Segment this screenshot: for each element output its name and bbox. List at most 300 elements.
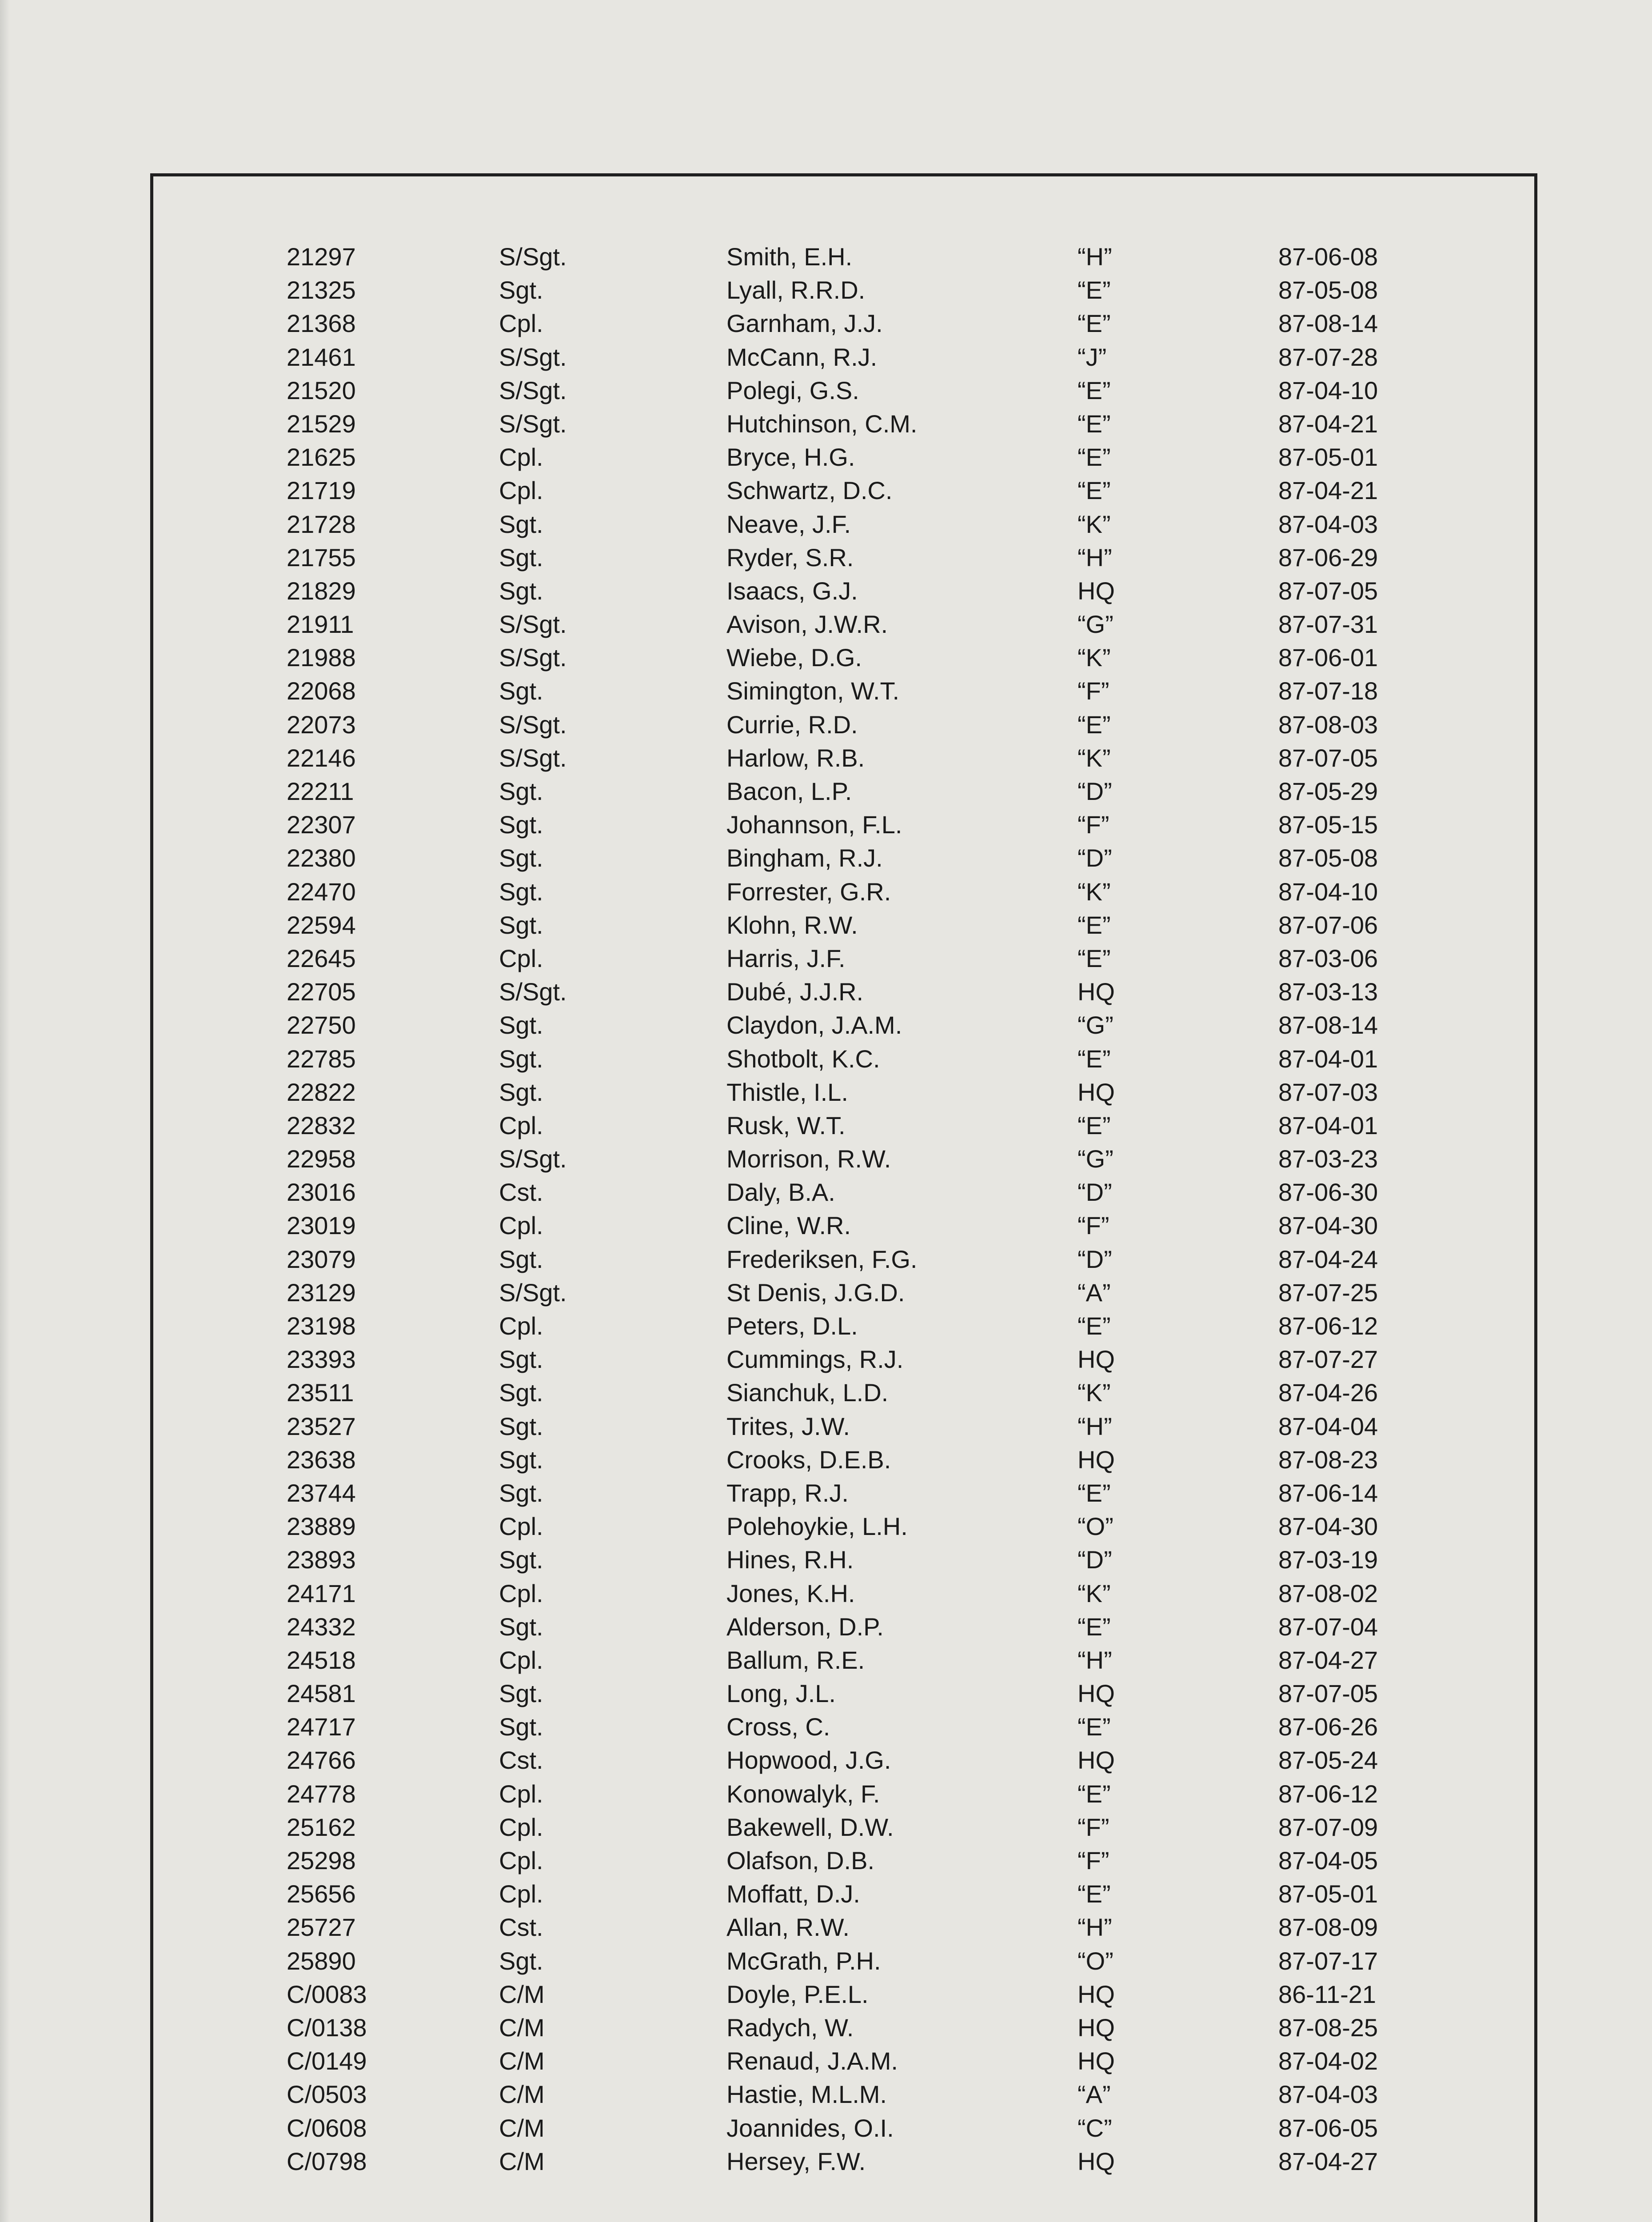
- date: 87-06-05: [1278, 2114, 1378, 2142]
- member-name: Simington, W.T.: [726, 677, 900, 705]
- member-name: Hastie, M.L.M.: [726, 2080, 887, 2109]
- regimental-number: 21368: [287, 309, 356, 338]
- table-row: [153, 808, 1534, 841]
- table-row: [153, 2111, 1534, 2145]
- table-row: [153, 1643, 1534, 1677]
- regimental-number: 21988: [287, 643, 356, 672]
- date: 87-04-27: [1278, 2147, 1378, 2175]
- date: 87-05-01: [1278, 443, 1378, 472]
- division: “E”: [1077, 1111, 1111, 1139]
- date: 87-06-26: [1278, 1713, 1378, 1741]
- table-row: [153, 1142, 1534, 1175]
- regimental-number: 21719: [287, 476, 356, 505]
- regimental-number: 21728: [287, 510, 356, 538]
- date: 87-04-03: [1278, 510, 1378, 538]
- date: 87-05-24: [1278, 1746, 1378, 1774]
- rank: S/Sgt.: [499, 978, 567, 1006]
- rank: Sgt.: [499, 543, 543, 571]
- division: “E”: [1077, 944, 1111, 972]
- date: 87-07-25: [1278, 1278, 1378, 1307]
- rank: C/M: [499, 2080, 545, 2109]
- division: “K”: [1077, 743, 1111, 772]
- rank: Cpl.: [499, 1813, 543, 1841]
- date: 87-06-01: [1278, 643, 1378, 672]
- rank: Sgt.: [499, 911, 543, 939]
- table-row: [153, 607, 1534, 641]
- date: 87-06-29: [1278, 543, 1378, 571]
- table-row: [153, 1743, 1534, 1777]
- regimental-number: 23893: [287, 1546, 356, 1574]
- member-name: Radych, W.: [726, 2013, 854, 2042]
- table-row: [153, 1343, 1534, 1376]
- division: “D”: [1077, 1546, 1112, 1574]
- date: 87-05-15: [1278, 811, 1378, 839]
- table-row: [153, 1543, 1534, 1576]
- date: 87-04-10: [1278, 877, 1378, 906]
- member-name: Renaud, J.A.M.: [726, 2047, 898, 2075]
- regimental-number: 25727: [287, 1913, 356, 1942]
- member-name: Rusk, W.T.: [726, 1111, 846, 1139]
- page-edge-shadow: [0, 0, 10, 2222]
- division: HQ: [1077, 1746, 1115, 1774]
- member-name: Currie, R.D.: [726, 710, 858, 739]
- regimental-number: 22307: [287, 811, 356, 839]
- rank: Sgt.: [499, 1612, 543, 1641]
- table-row: [153, 1510, 1534, 1543]
- regimental-number: 25656: [287, 1880, 356, 1908]
- rank: Sgt.: [499, 777, 543, 805]
- date: 87-03-19: [1278, 1546, 1378, 1574]
- regimental-number: C/0608: [287, 2114, 367, 2142]
- member-name: Bingham, R.J.: [726, 844, 883, 872]
- division: “K”: [1077, 510, 1111, 538]
- regimental-number: 23198: [287, 1312, 356, 1340]
- rank: S/Sgt.: [499, 409, 567, 438]
- division: “D”: [1077, 1178, 1112, 1207]
- member-name: Garnham, J.J.: [726, 309, 883, 338]
- date: 87-05-08: [1278, 276, 1378, 304]
- regimental-number: 22594: [287, 911, 356, 939]
- rank: Sgt.: [499, 1445, 543, 1474]
- division: “E”: [1077, 409, 1111, 438]
- table-row: [153, 1008, 1534, 1042]
- date: 87-06-12: [1278, 1779, 1378, 1808]
- table-row: [153, 1476, 1534, 1510]
- regimental-number: 21829: [287, 576, 356, 605]
- division: “H”: [1077, 243, 1112, 271]
- date: 87-07-17: [1278, 1946, 1378, 1975]
- rank: Cst.: [499, 1913, 543, 1942]
- table-row: [153, 407, 1534, 440]
- rank: S/Sgt.: [499, 376, 567, 404]
- rank: Sgt.: [499, 576, 543, 605]
- rank: Cpl.: [499, 1111, 543, 1139]
- date: 87-04-26: [1278, 1379, 1378, 1407]
- date: 87-07-18: [1278, 677, 1378, 705]
- date: 87-07-09: [1278, 1813, 1378, 1841]
- table-row: [153, 273, 1534, 307]
- member-name: Alderson, D.P.: [726, 1612, 884, 1641]
- regimental-number: 24766: [287, 1746, 356, 1774]
- table-row: [153, 2145, 1534, 2178]
- table-row: [153, 942, 1534, 975]
- regimental-number: C/0798: [287, 2147, 367, 2175]
- table-row: [153, 875, 1534, 908]
- rank: Cpl.: [499, 1779, 543, 1808]
- regimental-number: 21325: [287, 276, 356, 304]
- date: 87-03-13: [1278, 978, 1378, 1006]
- division: “O”: [1077, 1946, 1113, 1975]
- division: “K”: [1077, 877, 1111, 906]
- member-name: Sianchuk, L.D.: [726, 1379, 889, 1407]
- member-name: Lyall, R.R.D.: [726, 276, 866, 304]
- date: 87-07-04: [1278, 1612, 1378, 1641]
- member-name: Polehoykie, L.H.: [726, 1512, 908, 1541]
- regimental-number: C/0138: [287, 2013, 367, 2042]
- rank: Cpl.: [499, 443, 543, 472]
- regimental-number: 24518: [287, 1646, 356, 1674]
- member-name: Neave, J.F.: [726, 510, 851, 538]
- rank: Sgt.: [499, 1245, 543, 1273]
- regimental-number: 21625: [287, 443, 356, 472]
- date: 87-08-02: [1278, 1579, 1378, 1607]
- member-name: Hines, R.H.: [726, 1546, 854, 1574]
- table-row: [153, 307, 1534, 340]
- date: 87-04-05: [1278, 1846, 1378, 1874]
- rank: Cpl.: [499, 1579, 543, 1607]
- date: 87-08-03: [1278, 710, 1378, 739]
- rank: S/Sgt.: [499, 710, 567, 739]
- member-name: McCann, R.J.: [726, 343, 878, 371]
- date: 87-07-28: [1278, 343, 1378, 371]
- table-row: [153, 374, 1534, 407]
- member-name: Moffatt, D.J.: [726, 1880, 860, 1908]
- division: “E”: [1077, 911, 1111, 939]
- regimental-number: C/0503: [287, 2080, 367, 2109]
- regimental-number: 21520: [287, 376, 356, 404]
- member-name: Shotbolt, K.C.: [726, 1044, 880, 1073]
- division: “O”: [1077, 1512, 1113, 1541]
- member-name: Isaacs, G.J.: [726, 576, 858, 605]
- regimental-number: 24171: [287, 1579, 356, 1607]
- date: 87-07-27: [1278, 1345, 1378, 1374]
- regimental-number: 21755: [287, 543, 356, 571]
- table-row: [153, 2078, 1534, 2111]
- regimental-number: 21297: [287, 243, 356, 271]
- table-row: [153, 1109, 1534, 1142]
- table-row: [153, 1075, 1534, 1109]
- table-row: [153, 340, 1534, 374]
- member-name: Ballum, R.E.: [726, 1646, 865, 1674]
- member-name: Frederiksen, F.G.: [726, 1245, 918, 1273]
- rank: S/Sgt.: [499, 1278, 567, 1307]
- member-name: McGrath, P.H.: [726, 1946, 881, 1975]
- division: “E”: [1077, 443, 1111, 472]
- regimental-number: 23129: [287, 1278, 356, 1307]
- table-row: [153, 908, 1534, 942]
- date: 87-05-08: [1278, 844, 1378, 872]
- regimental-number: 24778: [287, 1779, 356, 1808]
- division: “E”: [1077, 376, 1111, 404]
- date: 87-04-01: [1278, 1044, 1378, 1073]
- date: 87-06-14: [1278, 1479, 1378, 1507]
- division: “G”: [1077, 1145, 1113, 1173]
- table-row: [153, 2044, 1534, 2078]
- member-name: Trites, J.W.: [726, 1412, 850, 1440]
- table-row: [153, 1944, 1534, 1978]
- rank: S/Sgt.: [499, 1145, 567, 1173]
- rank: Cpl.: [499, 476, 543, 505]
- regimental-number: 23393: [287, 1345, 356, 1374]
- regimental-number: 22785: [287, 1044, 356, 1073]
- division: “D”: [1077, 777, 1112, 805]
- rank: Sgt.: [499, 1479, 543, 1507]
- date: 87-04-21: [1278, 409, 1378, 438]
- regimental-number: C/0149: [287, 2047, 367, 2075]
- table-row: [153, 1910, 1534, 1944]
- member-name: Doyle, P.E.L.: [726, 1980, 869, 2008]
- date: 87-07-05: [1278, 743, 1378, 772]
- rank: Sgt.: [499, 1044, 543, 1073]
- regimental-number: 22832: [287, 1111, 356, 1139]
- division: “E”: [1077, 309, 1111, 338]
- table-row: [153, 474, 1534, 507]
- member-name: Hopwood, J.G.: [726, 1746, 891, 1774]
- division: HQ: [1077, 2147, 1115, 2175]
- table-row: [153, 1810, 1534, 1844]
- rank: S/Sgt.: [499, 243, 567, 271]
- division: “E”: [1077, 1779, 1111, 1808]
- member-name: Cline, W.R.: [726, 1211, 851, 1240]
- date: 87-03-23: [1278, 1145, 1378, 1173]
- date: 87-07-05: [1278, 1679, 1378, 1708]
- regimental-number: 24581: [287, 1679, 356, 1708]
- rank: Sgt.: [499, 877, 543, 906]
- table-row: [153, 641, 1534, 674]
- division: HQ: [1077, 576, 1115, 605]
- rank: Sgt.: [499, 677, 543, 705]
- rank: Sgt.: [499, 1379, 543, 1407]
- regimental-number: 23016: [287, 1178, 356, 1207]
- personnel-table: [153, 240, 1534, 2178]
- rank: S/Sgt.: [499, 610, 567, 639]
- date: 87-06-30: [1278, 1178, 1378, 1207]
- division: HQ: [1077, 2047, 1115, 2075]
- regimental-number: 22705: [287, 978, 356, 1006]
- regimental-number: 22073: [287, 710, 356, 739]
- table-row: [153, 1175, 1534, 1209]
- member-name: Hutchinson, C.M.: [726, 409, 918, 438]
- member-name: Morrison, R.W.: [726, 1145, 891, 1173]
- member-name: Forrester, G.R.: [726, 877, 891, 906]
- regimental-number: 22958: [287, 1145, 356, 1173]
- member-name: Polegi, G.S.: [726, 376, 859, 404]
- table-row: [153, 2011, 1534, 2044]
- division: “E”: [1077, 1612, 1111, 1641]
- date: 87-07-03: [1278, 1078, 1378, 1106]
- rank: Cpl.: [499, 1846, 543, 1874]
- table-row: [153, 1243, 1534, 1276]
- date: 87-08-25: [1278, 2013, 1378, 2042]
- date: 87-06-12: [1278, 1312, 1378, 1340]
- table-row: [153, 1978, 1534, 2011]
- table-row: [153, 541, 1534, 574]
- table-row: [153, 1309, 1534, 1343]
- division: “F”: [1077, 1846, 1109, 1874]
- division: “E”: [1077, 276, 1111, 304]
- rank: Cpl.: [499, 1312, 543, 1340]
- regimental-number: 22068: [287, 677, 356, 705]
- division: “E”: [1077, 1880, 1111, 1908]
- rank: Sgt.: [499, 1546, 543, 1574]
- division: “E”: [1077, 1713, 1111, 1741]
- regimental-number: 22750: [287, 1011, 356, 1039]
- rank: Cpl.: [499, 1512, 543, 1541]
- member-name: Peters, D.L.: [726, 1312, 858, 1340]
- rank: C/M: [499, 1980, 545, 2008]
- date: 87-08-23: [1278, 1445, 1378, 1474]
- member-name: Long, J.L.: [726, 1679, 836, 1708]
- division: HQ: [1077, 1078, 1115, 1106]
- table-row: [153, 1042, 1534, 1075]
- table-row: [153, 1443, 1534, 1476]
- date: 87-04-10: [1278, 376, 1378, 404]
- rank: Sgt.: [499, 1078, 543, 1106]
- member-name: Bryce, H.G.: [726, 443, 855, 472]
- division: HQ: [1077, 2013, 1115, 2042]
- date: 87-04-24: [1278, 1245, 1378, 1273]
- division: “C”: [1077, 2114, 1112, 2142]
- regimental-number: 22822: [287, 1078, 356, 1106]
- division: HQ: [1077, 1679, 1115, 1708]
- division: “K”: [1077, 1579, 1111, 1607]
- date: 87-04-04: [1278, 1412, 1378, 1440]
- rank: Cpl.: [499, 1880, 543, 1908]
- rank: Sgt.: [499, 1412, 543, 1440]
- table-row: [153, 708, 1534, 741]
- regimental-number: 23019: [287, 1211, 356, 1240]
- division: “F”: [1077, 1211, 1109, 1240]
- table-row: [153, 674, 1534, 707]
- rank: S/Sgt.: [499, 643, 567, 672]
- rank: C/M: [499, 2047, 545, 2075]
- rank: Sgt.: [499, 1679, 543, 1708]
- regimental-number: 21529: [287, 409, 356, 438]
- date: 87-04-21: [1278, 476, 1378, 505]
- table-row: [153, 841, 1534, 875]
- division: “D”: [1077, 844, 1112, 872]
- table-row: [153, 1877, 1534, 1910]
- date: 87-07-05: [1278, 576, 1378, 605]
- table-frame: [150, 173, 1537, 2222]
- regimental-number: 24717: [287, 1713, 356, 1741]
- division: “F”: [1077, 677, 1109, 705]
- member-name: Schwartz, D.C.: [726, 476, 893, 505]
- table-row: [153, 240, 1534, 273]
- date: 87-03-06: [1278, 944, 1378, 972]
- member-name: Dubé, J.J.R.: [726, 978, 864, 1006]
- member-name: Avison, J.W.R.: [726, 610, 888, 639]
- member-name: Thistle, I.L.: [726, 1078, 848, 1106]
- rank: S/Sgt.: [499, 343, 567, 371]
- table-row: [153, 741, 1534, 775]
- table-row: [153, 1410, 1534, 1443]
- table-row: [153, 574, 1534, 607]
- date: 87-04-03: [1278, 2080, 1378, 2109]
- rank: Cpl.: [499, 309, 543, 338]
- regimental-number: 23889: [287, 1512, 356, 1541]
- regimental-number: 25298: [287, 1846, 356, 1874]
- date: 87-04-30: [1278, 1512, 1378, 1541]
- date: 87-07-31: [1278, 610, 1378, 639]
- division: “J”: [1077, 343, 1107, 371]
- regimental-number: 22211: [287, 777, 354, 805]
- rank: Cpl.: [499, 1211, 543, 1240]
- division: HQ: [1077, 1345, 1115, 1374]
- member-name: Cross, C.: [726, 1713, 830, 1741]
- division: “H”: [1077, 543, 1112, 571]
- rank: Sgt.: [499, 811, 543, 839]
- table-row: [153, 1710, 1534, 1743]
- regimental-number: 21911: [287, 610, 354, 639]
- division: “E”: [1077, 1479, 1111, 1507]
- table-row: [153, 1209, 1534, 1242]
- member-name: Ryder, S.R.: [726, 543, 854, 571]
- date: 87-04-02: [1278, 2047, 1378, 2075]
- division: “E”: [1077, 1312, 1111, 1340]
- rank: Cpl.: [499, 944, 543, 972]
- date: 87-07-06: [1278, 911, 1378, 939]
- table-row: [153, 508, 1534, 541]
- division: “A”: [1077, 2080, 1111, 2109]
- date: 87-08-09: [1278, 1913, 1378, 1942]
- rank: Sgt.: [499, 510, 543, 538]
- division: HQ: [1077, 1445, 1115, 1474]
- regimental-number: 22645: [287, 944, 356, 972]
- table-row: [153, 1276, 1534, 1309]
- member-name: Allan, R.W.: [726, 1913, 850, 1942]
- member-name: Wiebe, D.G.: [726, 643, 862, 672]
- date: 87-08-14: [1278, 309, 1378, 338]
- regimental-number: 23079: [287, 1245, 356, 1273]
- division: “E”: [1077, 1044, 1111, 1073]
- rank: Cst.: [499, 1178, 543, 1207]
- rank: Sgt.: [499, 1345, 543, 1374]
- table-row: [153, 1376, 1534, 1409]
- division: “G”: [1077, 610, 1113, 639]
- regimental-number: 22380: [287, 844, 356, 872]
- table-row: [153, 1777, 1534, 1810]
- rank: Cst.: [499, 1746, 543, 1774]
- member-name: Claydon, J.A.M.: [726, 1011, 902, 1039]
- division: “F”: [1077, 811, 1109, 839]
- member-name: St Denis, J.G.D.: [726, 1278, 905, 1307]
- division: “H”: [1077, 1913, 1112, 1942]
- rank: S/Sgt.: [499, 743, 567, 772]
- member-name: Joannides, O.I.: [726, 2114, 894, 2142]
- table-row: [153, 1677, 1534, 1710]
- division: “A”: [1077, 1278, 1111, 1307]
- regimental-number: 24332: [287, 1612, 356, 1641]
- date: 87-04-01: [1278, 1111, 1378, 1139]
- member-name: Cummings, R.J.: [726, 1345, 904, 1374]
- table-row: [153, 1844, 1534, 1877]
- rank: Sgt.: [499, 844, 543, 872]
- regimental-number: 25162: [287, 1813, 356, 1841]
- regimental-number: 23527: [287, 1412, 356, 1440]
- rank: Sgt.: [499, 1011, 543, 1039]
- member-name: Konowalyk, F.: [726, 1779, 880, 1808]
